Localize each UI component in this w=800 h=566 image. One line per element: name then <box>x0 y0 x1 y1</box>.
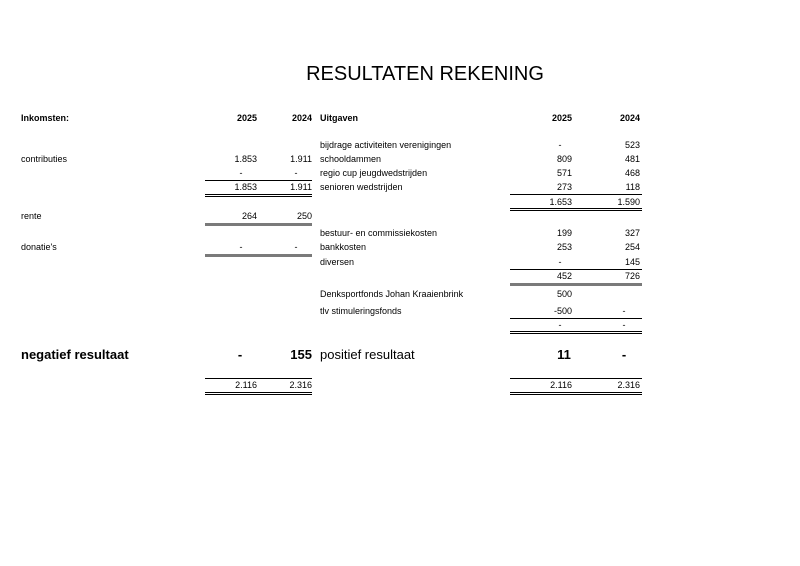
expenses-header: Uitgaven <box>320 113 359 123</box>
expense-row-2025: 500 <box>556 289 572 299</box>
total-double-line <box>510 331 642 334</box>
expense-row-2024: 523 <box>624 140 640 150</box>
grand-total-double-line <box>205 392 312 395</box>
expenses-grand-total-2025: 2.116 <box>550 380 572 390</box>
grand-total-double-line <box>510 392 642 395</box>
income-year-2024: 2024 <box>291 113 312 123</box>
negative-result-2025: - <box>237 347 243 362</box>
total-thick-line <box>510 283 642 286</box>
income-row-label: contributies <box>21 154 68 164</box>
income-row-2024: 1.911 <box>290 154 312 164</box>
expense-row-2025: 199 <box>556 228 572 238</box>
grand-total-line <box>205 378 312 379</box>
income-row-2024: 1.911 <box>290 182 312 192</box>
subtotal-line <box>510 194 642 195</box>
expense-row-2024: 1.590 <box>617 197 640 207</box>
expense-row-label: bestuur- en commissiekosten <box>320 228 438 238</box>
income-row-2025: - <box>239 242 243 252</box>
expense-row-label: regio cup jeugdwedstrijden <box>320 168 428 178</box>
expense-row-label: schooldammen <box>320 154 382 164</box>
negative-result-2024: 155 <box>290 347 312 362</box>
expense-row-2025: 253 <box>556 242 572 252</box>
expense-row-2024: 726 <box>624 271 640 281</box>
expense-row-label: tlv stimuleringsfonds <box>320 306 402 316</box>
income-row-2024: 250 <box>296 211 312 221</box>
total-thick-line <box>205 223 312 226</box>
income-row-2025: 264 <box>241 211 257 221</box>
positive-result-2025: 11 <box>557 347 571 362</box>
subtotal-line <box>205 180 312 181</box>
grand-total-line <box>510 378 642 379</box>
expense-row-2024: 468 <box>624 168 640 178</box>
page-title: RESULTATEN REKENING <box>306 63 544 85</box>
expense-row-2024: 118 <box>625 182 640 192</box>
expense-row-2024: 254 <box>624 242 640 252</box>
expenses-grand-total-2024: 2.316 <box>617 380 640 390</box>
expense-row-label: diversen <box>320 257 355 267</box>
income-row-2024: - <box>294 168 298 178</box>
income-row-label: donatie's <box>21 242 57 252</box>
expense-row-2024: 481 <box>624 154 640 164</box>
expense-row-2025: 452 <box>556 271 572 281</box>
positive-result-label: positief resultaat <box>320 347 415 362</box>
income-grand-total-2025: 2.116 <box>235 380 257 390</box>
expense-row-2025: - <box>558 320 562 330</box>
total-double-line <box>510 208 642 211</box>
expense-row-2025: 809 <box>556 154 572 164</box>
expense-row-2024: 145 <box>624 257 640 267</box>
expense-row-label: bankkosten <box>320 242 367 252</box>
expense-row-2025: 1.653 <box>549 197 572 207</box>
income-grand-total-2024: 2.316 <box>289 380 312 390</box>
income-row-2025: 1.853 <box>234 182 257 192</box>
expense-row-2025: - <box>558 257 562 267</box>
total-double-line <box>205 194 312 197</box>
expense-row-2025: 571 <box>556 168 572 178</box>
expense-row-2025: 273 <box>556 182 572 192</box>
subtotal-line <box>510 318 642 319</box>
expense-row-2024: 327 <box>624 228 640 238</box>
positive-result-2024: - <box>621 347 627 362</box>
income-year-2025: 2025 <box>236 113 257 123</box>
expense-row-label: bijdrage activiteiten verenigingen <box>320 140 452 150</box>
expense-row-2025: - <box>558 140 562 150</box>
expense-row-label: senioren wedstrijden <box>320 182 403 192</box>
income-row-label: rente <box>21 211 42 221</box>
income-row-2025: - <box>239 168 243 178</box>
expenses-year-2024: 2024 <box>619 113 640 123</box>
expenses-year-2025: 2025 <box>551 113 572 123</box>
income-row-2024: - <box>294 242 298 252</box>
income-header: Inkomsten: <box>21 113 70 123</box>
expense-row-2024: - <box>622 320 626 330</box>
expense-row-label: Denksportfonds Johan Kraaienbrink <box>320 289 464 299</box>
subtotal-line <box>510 269 642 270</box>
total-thick-line <box>205 254 312 257</box>
expense-row-2025: -500 <box>553 306 572 316</box>
negative-result-label: negatief resultaat <box>21 347 129 362</box>
expense-row-2024: - <box>622 306 626 316</box>
income-row-2025: 1.853 <box>234 154 257 164</box>
